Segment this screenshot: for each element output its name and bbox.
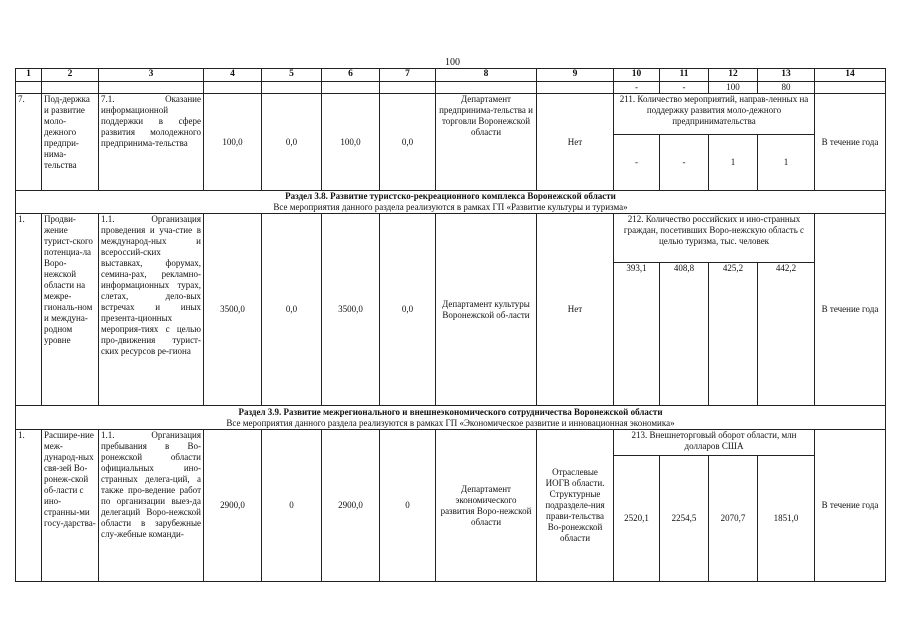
indicator-text: 212. Количество российских и ино-странных граждан, посетивших Воро-нежскую область с целью туризма, тыс. человек bbox=[614, 214, 815, 263]
carry-row bbox=[16, 82, 886, 94]
indicator-value: 393,1 bbox=[614, 263, 660, 406]
event-name: Расшире-ние меж-дународ-ных свя-зей Во-ронеж-ской об-ласти с ино-странны-ми госу-дарства- bbox=[42, 430, 99, 582]
amount-regional: 3500,0 bbox=[322, 214, 380, 406]
header-cell: 11 bbox=[660, 69, 709, 82]
header-cell: 2 bbox=[42, 69, 99, 82]
indicator-value: - bbox=[660, 135, 709, 191]
table-row bbox=[16, 94, 886, 135]
section-title: Раздел 3.9. Развитие межрегионального и внешнеэкономического сотрудничества Воронежской области bbox=[238, 406, 663, 417]
amount-federal: 0 bbox=[262, 430, 322, 582]
indicator-value: 2254,5 bbox=[660, 456, 709, 582]
co-executors: Отраслевые ИОГВ области. Структурные подразделе-ния прави-тельства Во-ронежской области bbox=[537, 430, 614, 582]
indicator-value: 408,8 bbox=[660, 263, 709, 406]
responsible-department: Департамент экономического развития Воро-нежской области bbox=[436, 430, 537, 582]
header-cell: 3 bbox=[99, 69, 204, 82]
carry-cell: 80 bbox=[758, 82, 815, 94]
term: В течение года bbox=[815, 94, 886, 191]
indicator-value: 1 bbox=[709, 135, 758, 191]
event-name: Продви-жение турист-ского потенциа-ла Воро-нежской области на межре-гиональ-ном и междуна-родном уровне bbox=[42, 214, 99, 406]
section-header bbox=[16, 191, 886, 214]
header-cell: 7 bbox=[380, 69, 436, 82]
section-subtitle: Все мероприятия данного раздела реализуются в рамках ГП «Развитие культуры и туризма» bbox=[273, 202, 628, 212]
indicator-value: - bbox=[614, 135, 660, 191]
carry-cell: - bbox=[614, 82, 660, 94]
indicator-value: 2070,7 bbox=[709, 456, 758, 582]
table-row bbox=[16, 430, 886, 456]
carry-cell: 100 bbox=[709, 82, 758, 94]
amount-other: 0 bbox=[380, 430, 436, 582]
activity-text: 7.1. Оказание информационной поддержки в сфере развития молодежного предпринима-тельства bbox=[99, 94, 204, 191]
indicator-value: 442,2 bbox=[758, 263, 815, 406]
amount-total: 3500,0 bbox=[204, 214, 262, 406]
event-name: Под-держка и развитие моло-дежного предпри-нима-тельства bbox=[42, 94, 99, 191]
row-number: 7. bbox=[16, 94, 42, 191]
term: В течение года bbox=[815, 214, 886, 406]
header-cell: 4 bbox=[204, 69, 262, 82]
row-number: 1. bbox=[16, 430, 42, 582]
header-cell: 8 bbox=[436, 69, 537, 82]
section-subtitle: Все мероприятия данного раздела реализуются в рамках ГП «Экономическое развитие и инновационная экономика» bbox=[226, 417, 675, 428]
header-row bbox=[16, 69, 886, 82]
indicator-value: 425,2 bbox=[709, 263, 758, 406]
indicator-text: 213. Внешнеторговый оборот области, млн долларов США bbox=[614, 430, 815, 456]
section-header bbox=[16, 406, 886, 430]
row-number: 1. bbox=[16, 214, 42, 406]
section-title: Раздел 3.8. Развитие туристско-рекреационного комплекса Воронежской области bbox=[285, 191, 616, 201]
header-cell: 6 bbox=[322, 69, 380, 82]
indicator-value: 1851,0 bbox=[758, 456, 815, 582]
responsible-department: Департамент культуры Воронежской об-ласти bbox=[436, 214, 537, 406]
activity-text: 1.1. Организация проведения и уча-стие в международ-ных и всероссий-ских выставках, форумах, семина-рах, рекламно-информационных турах, слетах, дело-вых встречах и иных презента-ционных мероприя-тиях с целью про-движения турист-ских ресурсов ре-гиона bbox=[99, 214, 204, 406]
indicator-text: 211. Количество мероприятий, направ-ленных на поддержку развития моло-дежного предпринимательства bbox=[614, 94, 815, 135]
header-cell: 9 bbox=[537, 69, 614, 82]
term: В течение года bbox=[815, 430, 886, 582]
table-row bbox=[16, 214, 886, 263]
amount-federal: 0,0 bbox=[262, 214, 322, 406]
amount-total: 2900,0 bbox=[204, 430, 262, 582]
page-number: 100 bbox=[445, 57, 460, 68]
responsible-department: Департамент предпринима-тельства и торговли Воронежской области bbox=[436, 94, 537, 191]
co-executors: Нет bbox=[537, 214, 614, 406]
header-cell: 14 bbox=[815, 69, 886, 82]
header-cell: 13 bbox=[758, 69, 815, 82]
amount-regional: 2900,0 bbox=[322, 430, 380, 582]
amount-federal: 0,0 bbox=[262, 94, 322, 191]
amount-other: 0,0 bbox=[380, 214, 436, 406]
header-cell: 10 bbox=[614, 69, 660, 82]
indicator-value: 2520,1 bbox=[614, 456, 660, 582]
amount-regional: 100,0 bbox=[322, 94, 380, 191]
header-cell: 1 bbox=[16, 69, 42, 82]
header-cell: 5 bbox=[262, 69, 322, 82]
amount-total: 100,0 bbox=[204, 94, 262, 191]
activity-text: 1.1. Организация пребывания в Во-ронежской области официальных ино-странных делега-ций, а также про-ведение работ по организации выез-да делегаций Воро-нежской области в зарубежные слу-жебные команди- bbox=[99, 430, 204, 582]
header-cell: 12 bbox=[709, 69, 758, 82]
carry-cell: - bbox=[660, 82, 709, 94]
program-table bbox=[15, 68, 886, 582]
amount-other: 0,0 bbox=[380, 94, 436, 191]
indicator-value: 1 bbox=[758, 135, 815, 191]
co-executors: Нет bbox=[537, 94, 614, 191]
